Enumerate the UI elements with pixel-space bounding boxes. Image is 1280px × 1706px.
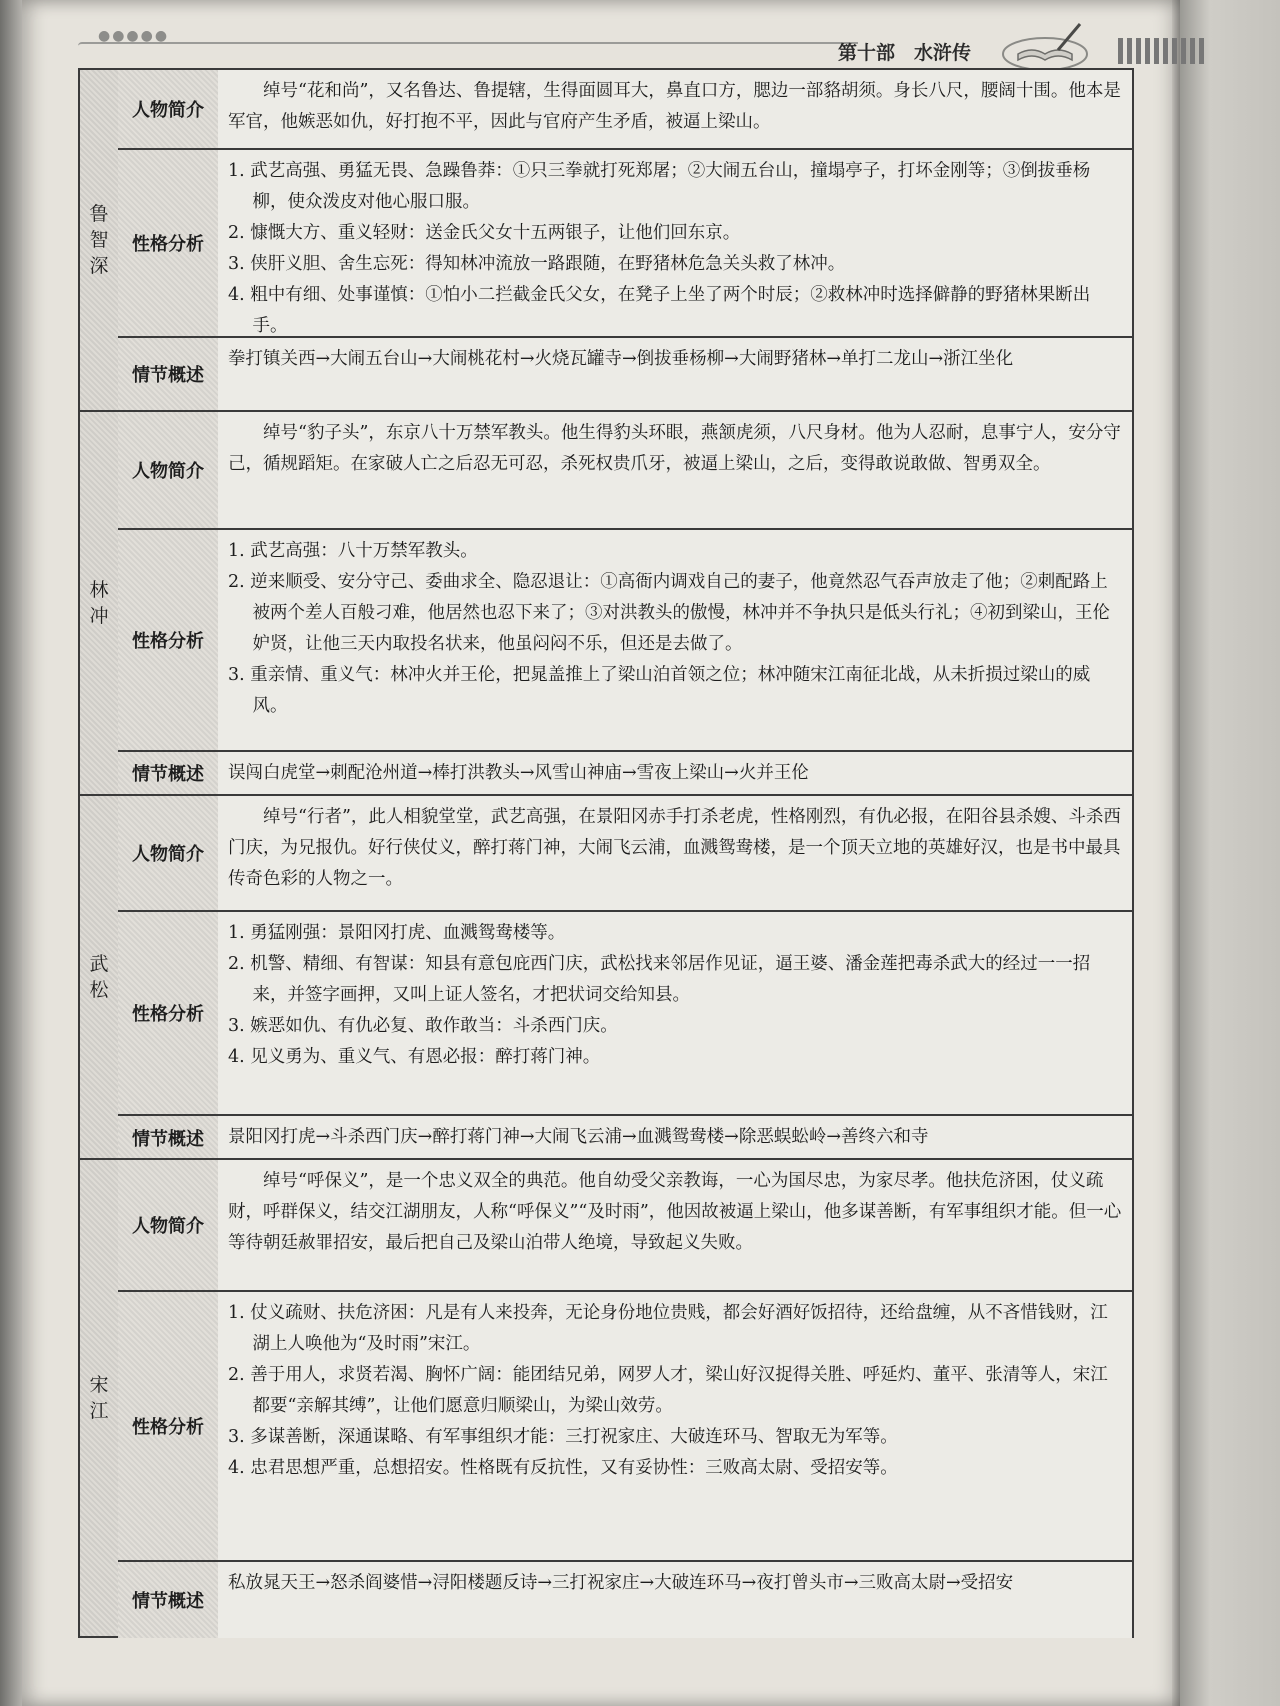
character-group (80, 70, 1132, 410)
page-header (78, 20, 1158, 68)
intro-text: 绰号“花和尚”，又名鲁达、鲁提辖，生得面圆耳大，鼻直口方，腮边一部貉胡须。身长八尺，腰阔十围。他本是军官，他嫉恶如仇，好打抱不平，因此与官府产生矛盾，被逼上梁山。 (228, 81, 1121, 132)
traits-content (218, 530, 1132, 750)
header-bars (1118, 38, 1208, 64)
intro-label: 人物简介 (118, 796, 220, 910)
plot-row (118, 750, 1132, 794)
traits-content (218, 912, 1132, 1114)
character-name: 鲁智深 (89, 203, 109, 277)
intro-content (218, 1160, 1132, 1290)
intro-content (218, 70, 1132, 148)
character-group (80, 794, 1132, 1158)
plot-label: 情节概述 (118, 1562, 220, 1638)
trait-item: 4. 忠君思想严重，总想招安。性格既有反抗性，又有妥协性：三败高太尉、受招安等。 (228, 1458, 898, 1478)
traits-row (118, 528, 1132, 750)
character-group (80, 1158, 1132, 1636)
trait-item: 3. 多谋善断，深通谋略、有军事组织才能：三打祝家庄、大破连环马、智取无为军等。 (228, 1427, 898, 1447)
trait-item: 1. 武艺高强：八十万禁军教头。 (228, 541, 478, 561)
traits-label: 性格分析 (118, 150, 220, 336)
intro-text: 绰号“豹子头”，东京八十万禁军教头。他生得豹头环眼，燕颔虎须，八尺身材。他为人忍耐，息事宁人，安分守己，循规蹈矩。在家破人亡之后忍无可忍，杀死权贵爪牙，被逼上梁山，之后，变得敢说敢做、智勇双全。 (228, 423, 1121, 474)
trait-item: 2. 善于用人，求贤若渴、胸怀广阔：能团结兄弟，网罗人才，梁山好汉捉得关胜、呼延灼、董平、张清等人，宋江都要“亲解其缚”，让他们愿意归顺梁山，为梁山效劳。 (228, 1365, 1108, 1416)
character-group (80, 410, 1132, 794)
plot-content (218, 752, 1132, 794)
trait-item: 1. 仗义疏财、扶危济困：凡是有人来投奔，无论身份地位贵贱，都会好酒好饭招待，还给盘缠，从不吝惜钱财，江湖上人唤他为“及时雨”宋江。 (228, 1303, 1108, 1354)
intro-content (218, 412, 1132, 528)
intro-row (118, 412, 1132, 528)
traits-content (218, 150, 1132, 336)
character-name-cell (80, 1160, 120, 1636)
traits-label: 性格分析 (118, 912, 220, 1114)
plot-text: 拳打镇关西→大闹五台山→大闹桃花村→火烧瓦罐寺→倒拔垂杨柳→大闹野猪林→单打二龙山→浙江坐化 (228, 349, 1014, 369)
chapter-title: 第十部 水浒传 (838, 42, 972, 64)
trait-item: 1. 武艺高强、勇猛无畏、急躁鲁莽：①只三拳就打死郑屠；②大闹五台山，撞塌亭子，打坏金刚等；③倒拔垂杨柳，使众泼皮对他心服口服。 (228, 161, 1091, 212)
header-rule (78, 42, 858, 46)
trait-item: 3. 侠肝义胆、舍生忘死：得知林冲流放一路跟随，在野猪林危急关头救了林冲。 (228, 254, 846, 274)
character-name: 宋江 (89, 1374, 109, 1422)
plot-row (118, 1114, 1132, 1160)
next-page-edge (1180, 0, 1280, 1706)
intro-label: 人物简介 (118, 1160, 220, 1290)
intro-row (118, 1160, 1132, 1290)
intro-text: 绰号“行者”，此人相貌堂堂，武艺高强，在景阳冈赤手打杀老虎，性格刚烈，有仇必报，在阳谷县杀嫂、斗杀西门庆，为兄报仇。好行侠仗义，醉打蒋门神，大闹飞云浦，血溅鸳鸯楼，是一个顶天立地的英雄好汉，也是书中最具传奇色彩的人物之一。 (228, 807, 1121, 889)
intro-text: 绰号“呼保义”，是一个忠义双全的典范。他自幼受父亲教诲，一心为国尽忠，为家尽孝。他扶危济困，仗义疏财，呼群保义，结交江湖朋友，人称“呼保义”“及时雨”，他因故被逼上梁山，他多谋善断，有军事组织才能。但一心等待朝廷赦罪招安，最后把自己及梁山泊带人绝境，导致起义失败。 (228, 1171, 1122, 1253)
character-name-cell (80, 70, 120, 410)
plot-content (218, 1116, 1132, 1160)
plot-label: 情节概述 (118, 338, 220, 410)
trait-item: 1. 勇猛刚强：景阳冈打虎、血溅鸳鸯楼等。 (228, 923, 566, 943)
intro-row (118, 70, 1132, 148)
book-pen-icon (1000, 20, 1090, 72)
intro-row (118, 796, 1132, 910)
plot-text: 误闯白虎堂→刺配沧州道→棒打洪教头→风雪山神庙→雪夜上梁山→火并王伦 (228, 763, 809, 783)
trait-item: 3. 重亲情、重义气：林冲火并王伦，把晁盖推上了梁山泊首领之位；林冲随宋江南征北战，从未折损过梁山的威风。 (228, 665, 1091, 716)
plot-label: 情节概述 (118, 1116, 220, 1160)
plot-text: 景阳冈打虎→斗杀西门庆→醉打蒋门神→大闹飞云浦→血溅鸳鸯楼→除恶蜈蚣岭→善终六和寺 (228, 1127, 929, 1147)
plot-label: 情节概述 (118, 752, 220, 794)
plot-content (218, 1562, 1132, 1638)
traits-content (218, 1292, 1132, 1560)
traits-label: 性格分析 (118, 1292, 220, 1560)
trait-item: 2. 慷慨大方、重义轻财：送金氏父女十五两银子，让他们回东京。 (228, 223, 741, 243)
character-name-cell (80, 412, 120, 794)
trait-item: 2. 逆来顺受、安分守己、委曲求全、隐忍退让：①高衙内调戏自己的妻子，他竟然忍气吞声放走了他；②刺配路上被两个差人百般刁难，他居然也忍下来了；③对洪教头的傲慢，林冲并不争执只是低头行礼；④初到梁山，王伦妒贤，让他三天内取投名状来，他虽闷闷不乐，但还是去做了。 (228, 572, 1110, 654)
trait-item: 4. 见义勇为、重义气、有恩必报：醉打蒋门神。 (228, 1047, 601, 1067)
intro-content (218, 796, 1132, 910)
character-name: 林冲 (89, 579, 109, 627)
traits-row (118, 910, 1132, 1114)
plot-row (118, 336, 1132, 410)
traits-row (118, 1290, 1132, 1560)
intro-label: 人物简介 (118, 70, 220, 148)
traits-row (118, 148, 1132, 336)
plot-content (218, 338, 1132, 410)
intro-label: 人物简介 (118, 412, 220, 528)
header-dots: ●●●●● (98, 28, 170, 44)
page-fold-shadow (1172, 0, 1180, 1706)
plot-row (118, 1560, 1132, 1638)
traits-label: 性格分析 (118, 530, 220, 750)
trait-item: 3. 嫉恶如仇、有仇必复、敢作敢当：斗杀西门庆。 (228, 1016, 618, 1036)
left-page-edge (0, 0, 22, 1706)
plot-text: 私放晁天王→怒杀阎婆惜→浔阳楼题反诗→三打祝家庄→大破连环马→夜打曾头市→三败高太尉→受招安 (228, 1573, 1014, 1593)
trait-item: 4. 粗中有细、处事谨慎：①怕小二拦截金氏父女，在凳子上坐了两个时辰；②救林冲时选择僻静的野猪林果断出手。 (228, 285, 1091, 336)
character-name: 武松 (89, 953, 109, 1001)
character-table (78, 68, 1134, 1638)
character-name-cell (80, 796, 120, 1158)
trait-item: 2. 机警、精细、有智谋：知县有意包庇西门庆，武松找来邻居作见证，逼王婆、潘金莲把毒杀武大的经过一一招来，并签字画押，又叫上证人签名，才把状词交给知县。 (228, 954, 1091, 1005)
